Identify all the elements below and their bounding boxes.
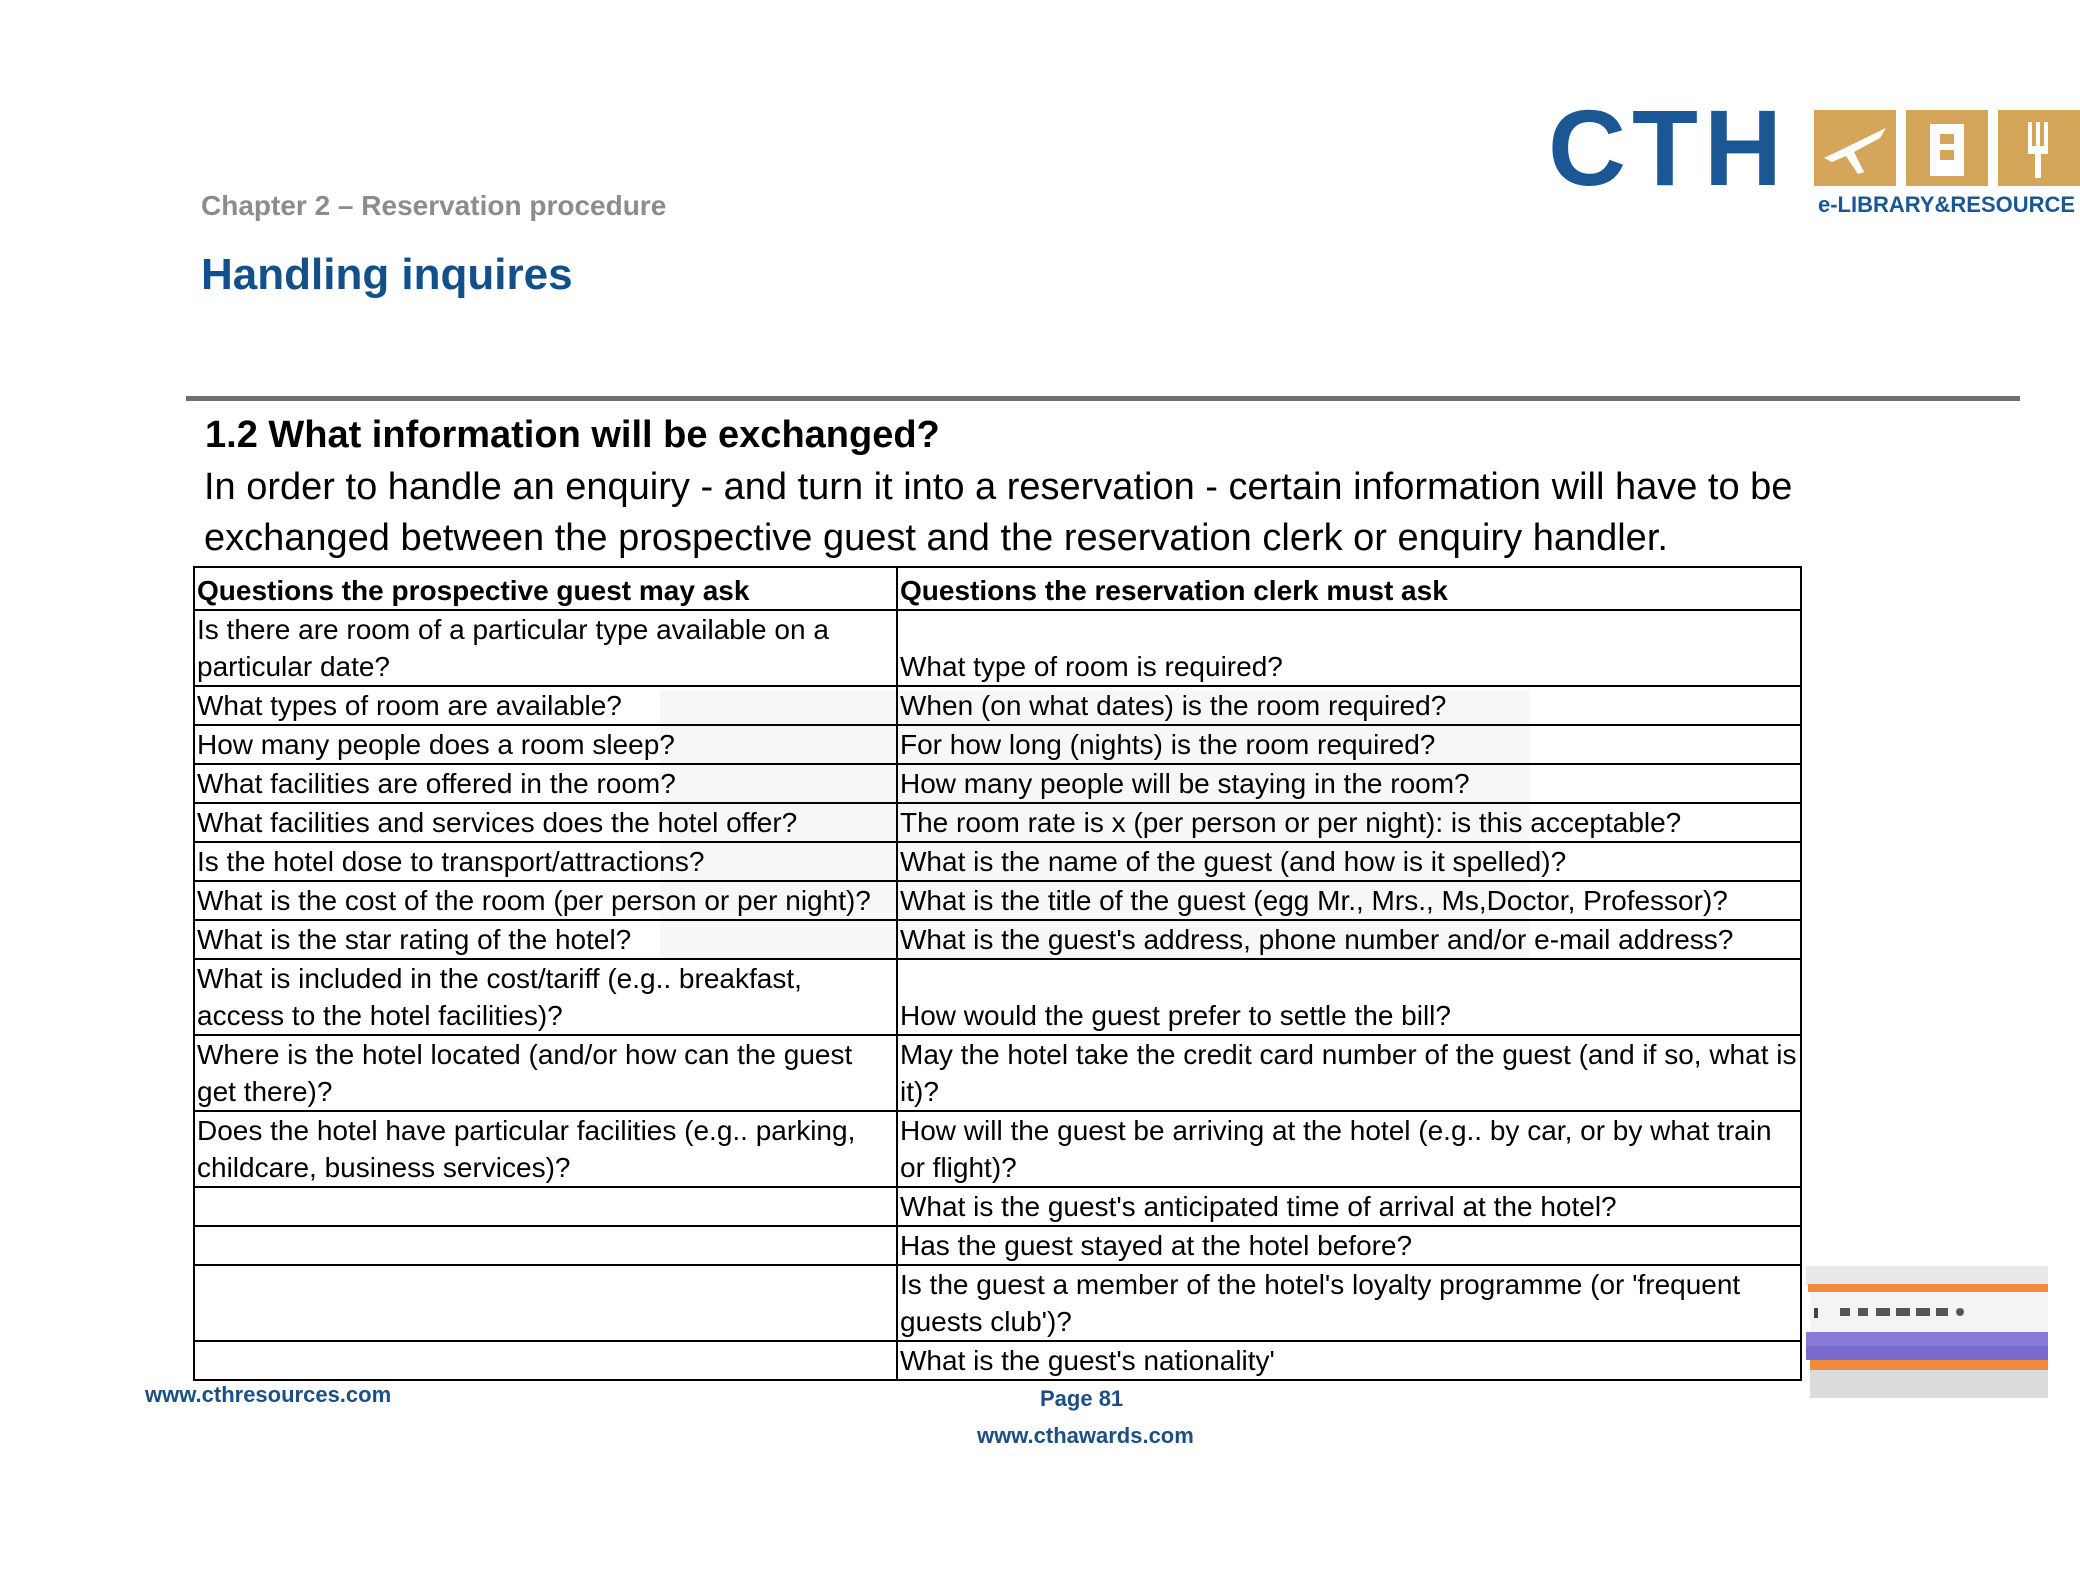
table-row (194, 1265, 1801, 1341)
table-row (194, 1111, 1801, 1187)
clerk-question: What is the title of the guest (egg Mr., Mrs., Ms,Doctor, Professor)? (897, 881, 1801, 920)
header-guest-questions: Questions the prospective guest may ask (194, 567, 897, 610)
logo-text: CTH (1548, 87, 1788, 208)
table-row (194, 1187, 1801, 1226)
clerk-question: The room rate is x (per person or per night): is this acceptable? (897, 803, 1801, 842)
clerk-question: Has the guest stayed at the hotel before? (897, 1226, 1801, 1265)
guest-question (194, 1265, 897, 1341)
page-number: Page 81 (1040, 1386, 1124, 1411)
table-row (194, 920, 1801, 959)
table-row (194, 686, 1801, 725)
guest-question: What facilities are offered in the room? (194, 764, 897, 803)
guest-question: What is included in the cost/tariff (e.g.. breakfast, access to the hotel facilities)? (194, 959, 897, 1035)
table-row (194, 959, 1801, 1035)
chapter-label: Chapter 2 – Reservation procedure (201, 190, 667, 221)
building-icon (1906, 110, 1988, 186)
plane-icon (1814, 110, 1896, 186)
intro-paragraph: In order to handle an enquiry - and turn it into a reservation - certain information will have to be exchanged between the prospective guest and the reservation clerk or enquiry handler. (204, 466, 1793, 559)
clerk-question: What is the guest's nationality' (897, 1341, 1801, 1380)
guest-question (194, 1226, 897, 1265)
clerk-question: What is the guest's anticipated time of arrival at the hotel? (897, 1187, 1801, 1226)
clerk-question: How would the guest prefer to settle the bill? (897, 959, 1801, 1035)
clerk-question: What is the guest's address, phone number and/or e-mail address? (897, 920, 1801, 959)
table-row (194, 1035, 1801, 1111)
guest-question: What facilities and services does the hotel offer? (194, 803, 897, 842)
clerk-question: For how long (nights) is the room required? (897, 725, 1801, 764)
guest-question: What is the star rating of the hotel? (194, 920, 897, 959)
table-row (194, 764, 1801, 803)
clerk-question: Is the guest a member of the hotel's loyalty programme (or 'frequent guests club')? (897, 1265, 1801, 1341)
divider (186, 396, 2020, 401)
table-row (194, 725, 1801, 764)
table-row (194, 610, 1801, 686)
questions-table (193, 566, 1802, 1381)
guest-question (194, 1341, 897, 1380)
guest-question: Is there are room of a particular type available on a particular date? (194, 610, 897, 686)
clerk-question: How will the guest be arriving at the hotel (e.g.. by car, or by what train or flight)? (897, 1111, 1801, 1187)
footer-awards-link[interactable]: www.cthawards.com (977, 1423, 1194, 1448)
table-row (194, 1226, 1801, 1265)
guest-question: How many people does a room sleep? (194, 725, 897, 764)
header-clerk-questions: Questions the reservation clerk must ask (897, 567, 1801, 610)
guest-question: What is the cost of the room (per person or per night)? (194, 881, 897, 920)
cutlery-icon (1998, 110, 2080, 186)
table-row (194, 842, 1801, 881)
guest-question: Does the hotel have particular facilities (e.g.. parking, childcare, business services)? (194, 1111, 897, 1187)
section-heading: 1.2 What information will be exchanged? (205, 414, 940, 456)
page-title: Handling inquires (201, 250, 573, 299)
clerk-question: When (on what dates) is the room required? (897, 686, 1801, 725)
cth-logo (1548, 87, 2076, 220)
books-illustration (1800, 1262, 2048, 1432)
guest-question: Is the hotel dose to transport/attractions? (194, 842, 897, 881)
guest-question: What types of room are available? (194, 686, 897, 725)
footer-resources-link[interactable]: www.cthresources.com (145, 1382, 392, 1407)
table-row (194, 803, 1801, 842)
guest-question: Where is the hotel located (and/or how can the guest get there)? (194, 1035, 897, 1111)
clerk-question: May the hotel take the credit card number of the guest (and if so, what is it)? (897, 1035, 1801, 1111)
guest-question (194, 1187, 897, 1226)
logo-subtitle: e-LIBRARY&RESOURCE (1818, 192, 2076, 217)
clerk-question: How many people will be staying in the room? (897, 764, 1801, 803)
clerk-question: What type of room is required? (897, 610, 1801, 686)
clerk-question: What is the name of the guest (and how is it spelled)? (897, 842, 1801, 881)
table-row (194, 881, 1801, 920)
table-row (194, 1341, 1801, 1380)
table-header-row (194, 567, 1801, 610)
